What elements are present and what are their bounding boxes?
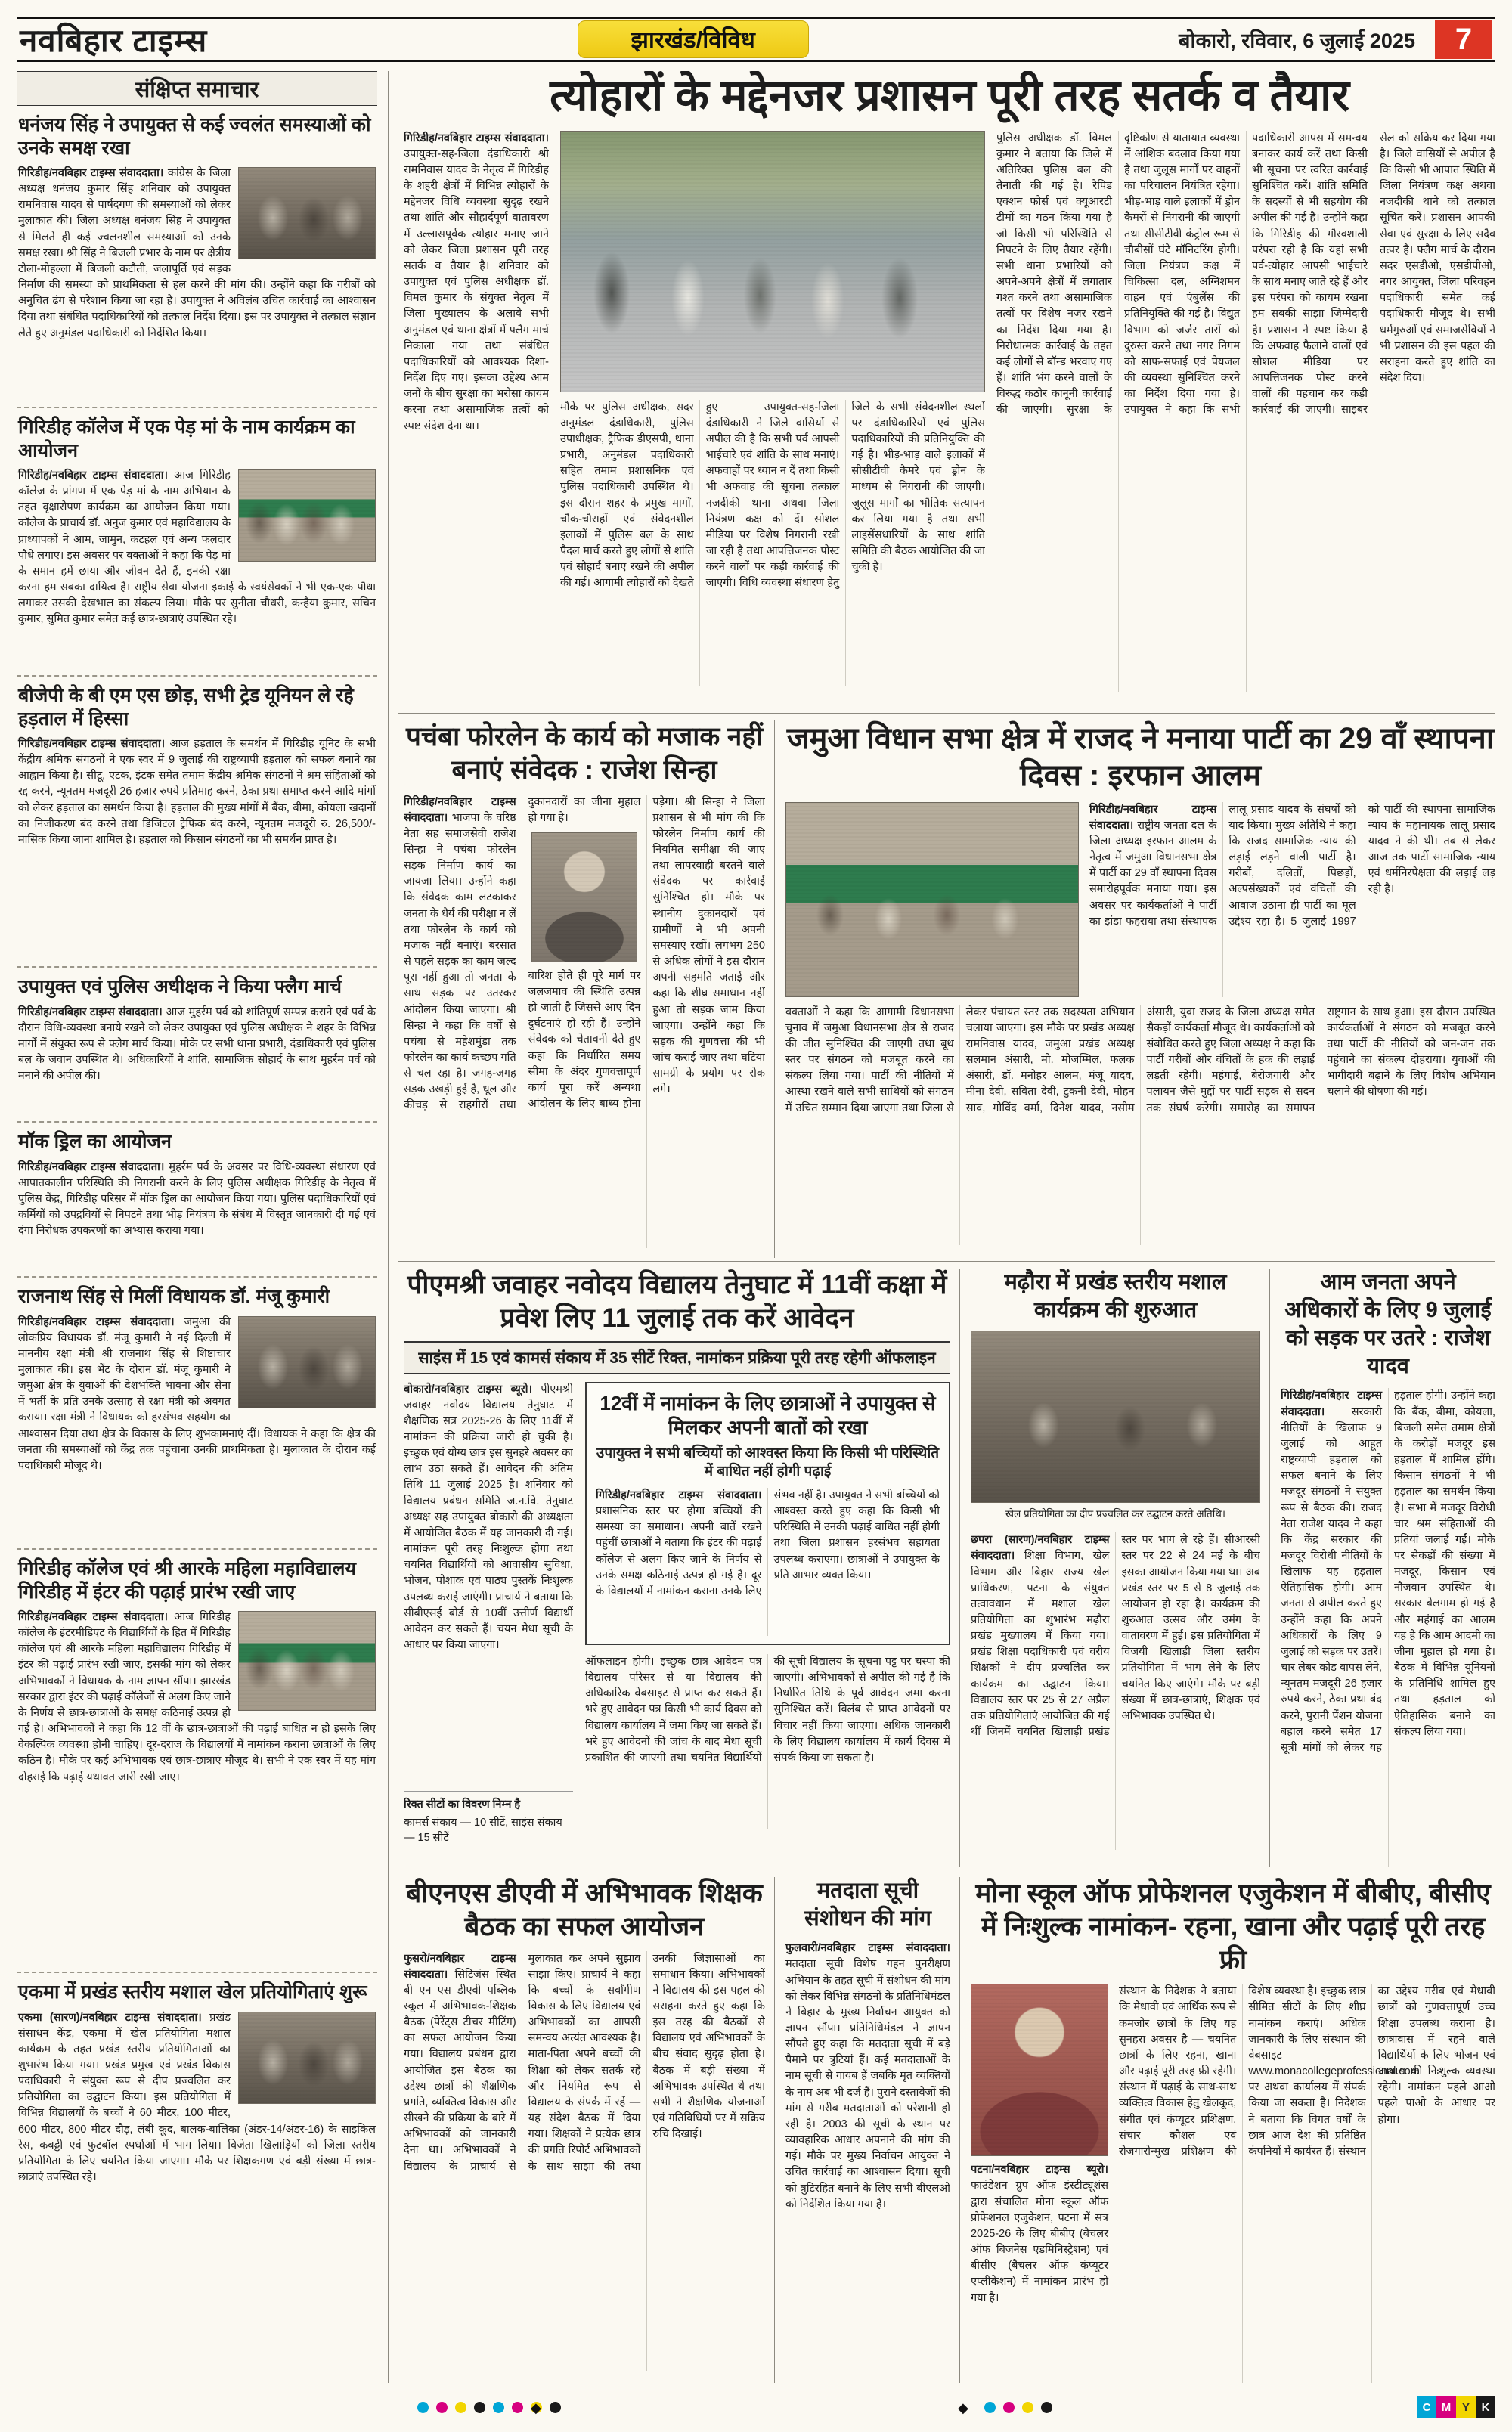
brief-dhananjay — [17, 106, 377, 408]
brief-photo — [238, 167, 376, 259]
pachamba-headline: पचंबा फोरलेन के कार्य को मजाक नहीं बनाएं संवेदक : राजेश सिन्हा — [405, 722, 763, 785]
brief-headline: मॉक ड्रिल का आयोजन — [18, 1131, 172, 1152]
mona-content — [971, 1984, 1495, 2383]
registration-diamond-icon: ◆ — [958, 2400, 968, 2415]
navodaya-body-a: पीएमश्री जवाहर नवोदय विद्यालय तेनुघाट में शैक्षणिक सत्र 2025-26 के लिए 11वीं में नामांकन की प्रक्रिया जारी हो चुकी है। इच्छुक एवं योग्य छात्र इस सुनहरे अवसर का लाभ उठा सकते हैं। आवेदन की अंतिम तिथि 11 जुलाई 2025 है। शनिवार को विद्यालय प्रबंधन समिति ज.न.वि. तेनुघाट अध्यक्ष सह उपायुक्त बोकारो की अध्यक्षता में आयोजित बैठक में यह जानकारी दी गई। नामांकन पूरी तरह निःशुल्क होगा तथा चयनित विद्यार्थियों को आवासीय सुविधा, भोजन, पोशाक एवं पाठ्य पुस्तकें निःशुल्क उपलब्ध कराई जाएंगी। प्राचार्य ने बताया कि सीबीएसई बोर्ड से 10वीं उत्तीर्ण विद्यार्थी आवेदन कर सकते हैं। चयन मेधा सूची के आधार पर किया जाएगा। — [404, 1383, 573, 1651]
flag-march-photo — [560, 131, 985, 392]
rights-body: सरकारी नीतियों के खिलाफ 9 जुलाई को आहूत राष्ट्रव्यापी हड़ताल को सफल बनाने के लिए मजदूर संगठनों ने संयुक्त रूप से बैठक की। राजद नेता राजेश यादव ने कहा कि केंद्र सरकार की मजदूर विरोधी नीतियों के खिलाफ यह हड़ताल ऐतिहासिक होगी। आम जनता से अपील करते हुए उन्होंने कहा कि अपने अधिकारों के लिए 9 जुलाई को सड़क पर उतरें। चार लेबर कोड वापस लेने, न्यूनतम मजदूरी 26 हजार रुपये करने, ठेका प्रथा बंद करने, पुरानी पेंशन योजना बहाल करने समेत 17 सूत्री मांगों को लेकर यह हड़ताल होगी। उन्होंने कहा कि बैंक, बीमा, कोयला, बिजली समेत तमाम क्षेत्रों के करोड़ों मजदूर इस हड़ताल में शामिल होंगे। किसान संगठनों ने भी हड़ताल का समर्थन किया है। सभा में मजदूर विरोधी चार श्रम संहिताओं की प्रतियां जलाई गईं। मौके पर सैकड़ों की संख्या में मजदूर, किसान एवं नौजवान उपस्थित थे। सरकार बेलगाम हो गई है और महंगाई का आलम यह है कि आम आदमी का जीना मुहाल हो गया है। बैठक में विभिन्न यूनियनों के प्रतिनिधि शामिल हुए तथा हड़ताल को ऐतिहासिक बनाने का संकल्प लिया गया। — [1281, 1389, 1495, 1754]
brief-body: आज मुहर्रम पर्व को शांतिपूर्ण सम्पन्न कराने एवं पर्व के दौरान विधि-व्यवस्था बनाये रखने को लेकर उपायुक्त एवं पुलिस अधीक्षक ने शहर के विभिन्न मार्गों में संयुक्त रूप से फ्लैग मार्च किया। मौके पर सभी थाना प्रभारी, दंडाधिकारी एवं पुलिस बल के जवान उपस्थित थे। अधिकारियों ने शांति, सामाजिक सौहार्द के साथ मुहर्रम पर्व को मनाने की अपील की। — [18, 1005, 376, 1083]
brief-ekma-mashal — [17, 1973, 377, 2366]
brief-body: मुहर्रम पर्व के अवसर पर विधि-व्यवस्था संधारण एवं आपातकालीन परिस्थिति की निगरानी करने के लिए पुलिस अधीक्षक गिरिडीह के नेतृत्व में पुलिस केंद्र, गिरिडीह परिसर में मॉक ड्रिल का आयोजन किया गया। पुलिस पदाधिकारियों एवं कर्मियों को उपद्रवियों से निपटने तथा भीड़ नियंत्रण के संबंध में विस्तृत जानकारी दी गई एवं दंगा निरोधक उपकरणों का अभ्यास कराया गया। — [18, 1160, 376, 1238]
brief-byline: गिरिडीह/नवबिहार टाइम्स संवाददाता। — [18, 1005, 163, 1018]
brief-body: आज गिरिडीह कॉलेज के प्रांगण में एक पेड़ मां के नाम अभियान के तहत वृक्षारोपण कार्यक्रम का आयोजन किया गया। कॉलेज के प्राचार्य डॉ. अनुज कुमार एवं महाविद्यालय के प्राध्यापकों ने आम, जामुन, कटहल एवं अन्य फलदार पौधे लगाए। इस अवसर पर वक्ताओं ने कहा कि पेड़ मां के समान हमें छाया और जीवन देते हैं, इनकी रक्षा करना हम सबका दायित्व है। राष्ट्रीय सेवा योजना इकाई के स्वयंसेवकों ने भी एक-एक पौधा लगाकर उसकी देखभाल का संकल्प लिया। मौके पर सुनीता चौधरी, कन्हैया कुमार, सचिन कुमार, सुमित कुमार समेत कई छात्र-छात्राएं उपस्थित रहे। — [18, 469, 376, 626]
main-body-c: पुलिस अधीक्षक डॉ. विमल कुमार ने बताया कि जिले में अतिरिक्त पुलिस बल की तैनाती की गई है। रैपिड एक्शन फोर्स एवं क्यूआरटी टीमों का गठन किया गया है जो किसी भी परिस्थिति से निपटने के लिए तैयार रहेंगी। सभी थाना प्रभारियों को अपने-अपने क्षेत्रों में लगातार गश्त करने तथा असामाजिक तत्वों पर विशेष नजर रखने का निर्देश दिया गया है। निरोधात्मक कार्रवाई के तहत कई लोगों से बॉन्ड भरवाए गए हैं। शांति भंग करने वालों के विरुद्ध कठोर कानूनी कार्रवाई की जाएगी। सुरक्षा के दृष्टिकोण से यातायात व्यवस्था में आंशिक बदलाव किया गया है तथा जुलूस मार्गों पर वाहनों का परिचालन नियंत्रित रहेगा। भीड़-भाड़ वाले इलाकों में ड्रोन कैमरों से निगरानी की जाएगी तथा सीसीटीवी कंट्रोल रूम से चौबीसों घंटे मॉनिटरिंग होगी। जिला नियंत्रण कक्ष में चिकित्सा दल, अग्निशमन वाहन एवं एंबुलेंस की प्रतिनियुक्ति की गई है। विद्युत विभाग को जर्जर तारों को दुरुस्त करने तथा नगर निगम को साफ-सफाई एवं पेयजल की व्यवस्था सुनिश्चित करने का निर्देश दिया गया है। उपायुक्त ने कहा कि सभी पदाधिकारी आपस में समन्वय बनाकर कार्य करें तथा किसी भी सूचना पर त्वरित कार्रवाई सुनिश्चित करें। शांति समिति के सदस्यों से भी सहयोग की अपील की गई है। उन्होंने कहा कि गिरिडीह की गौरवशाली परंपरा रही है कि यहां सभी पर्व-त्योहार आपसी भाईचारे के साथ मनाए जाते रहे हैं और इस परंपरा को कायम रखना हम सबकी साझा जिम्मेदारी है। प्रशासन ने स्पष्ट किया है कि अफवाह फैलाने वालों एवं सोशल मीडिया पर आपत्तिजनक पोस्ट करने वालों की पहचान कर कड़ी कार्रवाई की जाएगी। साइबर सेल को सक्रिय कर दिया गया है। जिले वासियों से अपील है कि किसी भी आपात स्थिति में जिला नियंत्रण कक्ष अथवा नजदीकी थाने को तत्काल सूचित करें। प्रशासन आपकी सेवा एवं सुरक्षा के लिए सदैव तत्पर है। फ्लैग मार्च के दौरान सदर एसडीओ, एसडीपीओ, नगर आयुक्त, जिला परिवहन पदाधिकारी समेत कई पदाधिकारी मौजूद थे। सभी धर्मगुरुओं एवं समाजसेवियों ने भी प्रशासन की इस पहल की सराहना करते हुए शांति का संदेश दिया। — [996, 132, 1495, 417]
brief-body: जमुआ की लोकप्रिय विधायक डॉ. मंजू कुमारी ने नई दिल्ली में माननीय रक्षा मंत्री श्री राजनाथ सिंह से शिष्टाचार मुलाकात की। इस भेंट के दौरान डॉ. मंजू कुमारी ने जमुआ क्षेत्र के युवाओं की देशभक्ति भावना और सेना में भर्ती के प्रति उनके उत्साह से रक्षा मंत्री को अवगत कराया। रक्षा मंत्री ने विधायक को हरसंभव सहयोग का आश्वासन दिया तथा क्षेत्र के विकास के लिए शुभकामनाएं दीं। विधायक ने कहा कि क्षेत्र की जनता की समस्याओं को केंद्र तक पहुंचाना उनकी प्राथमिकता है। मुलाकात के दौरान कई पदाधिकारी मौजूद थे। — [18, 1315, 376, 1472]
rights-byline: गिरिडीह/नवबिहार टाइम्स संवाददाता। — [1281, 1389, 1382, 1418]
header-right — [1179, 20, 1492, 59]
rights-headline: आम जनता अपने अधिकारों के लिए 9 जुलाई को सड़क पर उतरे : राजेश यादव — [1284, 1270, 1492, 1379]
brief-photo — [238, 2012, 376, 2104]
voter-body-wrap — [785, 1941, 950, 2364]
cmyk-color-bar — [1417, 2396, 1495, 2418]
jamua-headline: जमुआ विधान सभा क्षेत्र में राजद ने मनाया पार्टी का 29 वाँ स्थापना दिवस : इरफान आलम — [786, 722, 1495, 792]
cmyk-k: K — [1476, 2396, 1495, 2418]
jamua-body-a: राष्ट्रीय जनता दल के जिला अध्यक्ष इरफान आलम के नेतृत्व में जमुआ विधानसभा क्षेत्र में पार्टी का 29 वाँ स्थापना दिवस समारोहपूर्वक मनाया गया। इस अवसर पर कार्यकर्ताओं ने पार्टी का झंडा फहराया तथा संस्थापक लालू प्रसाद यादव के संघर्षों को याद किया। मुख्य अतिथि ने कहा कि राजद सामाजिक न्याय की लड़ाई लड़ने वाली पार्टी है। गरीबों, दलितों, पिछड़ों, अल्पसंख्यकों एवं वंचितों की आवाज उठाना ही पार्टी का मूल उद्देश्य रहा है। 5 जुलाई 1997 को पार्टी की स्थापना सामाजिक न्याय के महानायक लालू प्रसाद यादव ने की थी। तब से लेकर आज तक पार्टी सामाजिक न्याय एवं धर्मनिरपेक्षता की लड़ाई लड़ रही है। — [1089, 803, 1495, 928]
divider — [398, 713, 1495, 714]
director-portrait-photo — [971, 1984, 1108, 2156]
main-col-1 — [404, 131, 549, 692]
navodaya-col-1 — [404, 1382, 573, 1845]
rjd-foundation-day-photo — [785, 802, 1079, 997]
brief-hadtal — [17, 677, 377, 968]
briefs-title: संक्षिप्त समाचार — [17, 71, 377, 106]
brief-byline: गिरिडीह/नवबिहार टाइम्स संवाददाता। — [18, 469, 168, 482]
main-byline: गिरिडीह/नवबिहार टाइम्स संवाददाता। — [404, 132, 549, 144]
brief-byline: गिरिडीह/नवबिहार टाइम्स संवाददाता। — [18, 738, 166, 750]
mona-body-a: फाउंडेशन ग्रुप ऑफ इंस्टीट्यूशंस द्वारा संचालित मोना स्कूल ऑफ प्रोफेशनल एजुकेशन, पटना में सत्र 2025-26 के लिए बीबीए (बैचलर ऑफ बिजनेस एडमिनिस्ट्रेशन) एवं बीसीए (बैचलर ऑफ कंप्यूटर एप्लीकेशन) में नामांकन प्रारंभ हो गया है। — [971, 2180, 1108, 2304]
main-headline: त्योहारों के मद्देनजर प्रशासन पूरी तरह सतर्क व तैयार — [550, 71, 1349, 120]
mona-byline: पटना/नवबिहार टाइम्स ब्यूरो। — [971, 2164, 1108, 2176]
brief-byline: एकमा (सारण)/नवबिहार टाइम्स संवाददाता। — [18, 2011, 202, 2024]
bnsdav-body-wrap — [404, 1951, 765, 2371]
article-jamua-rjd — [774, 720, 1495, 1258]
rights-body-wrap — [1281, 1388, 1495, 1867]
box-body-wrap — [596, 1488, 940, 1636]
brief-headline: एकमा में प्रखंड स्तरीय मशाल खेल प्रतियोगिताएं शुरू — [18, 1981, 367, 2003]
article-festivals-security — [404, 71, 1495, 710]
press-marks — [17, 2396, 1495, 2421]
voter-headline: मतदाता सूची संशोधन की मांग — [804, 1879, 931, 1932]
navodaya-content — [404, 1382, 950, 1845]
pachamba-body-a: भाजपा के वरिष्ठ नेता सह समाजसेवी राजेश सिन्हा ने पचंबा फोरलेन सड़क निर्माण कार्य का जायजा लिया। उन्होंने कहा कि संवेदक काम लटकाकर जनता के धैर्य की परीक्षा न लें तथा फोरलेन के कार्य को मजाक नहीं बनाएं। बरसात से पहले सड़क का काम जल्द पूरा नहीं हुआ तो जनता के साथ सड़क पर उतरकर आंदोलन किया जाएगा। श्री सिन्हा ने कहा कि वर्षों से पचंबा से महेशमुंडा तक फोरलेन का कार्य कच्छप गति से चल रहा है। जगह-जगह सड़क उखड़ी हुई है, धूल और कीचड़ से राहगीरों तथा दुकानदारों का जीना मुहाल हो गया है। — [404, 795, 641, 1112]
brief-inter-padhai — [17, 1550, 377, 1973]
box-body: प्रशासनिक स्तर पर होगा बच्चियों की समस्या का समाधान। अपनी बातें रखने पहुंचीं छात्राओं ने बताया कि इंटर की पढ़ाई कॉलेज से अलग किए जाने के निर्णय से उनके समक्ष कठिनाई उत्पन्न हो गई है। दूर के विद्यालयों में नामांकन कराना उनके लिए संभव नहीं है। उपायुक्त ने सभी बच्चियों को आश्वस्त करते हुए कहा कि किसी भी परिस्थिति में उनकी पढ़ाई बाधित नहीं होगी तथा जिला प्रशासन हरसंभव सहायता उपलब्ध कराएगा। छात्राओं ने उपायुक्त के प्रति आभार व्यक्त किया। — [596, 1489, 940, 1597]
brief-headline: गिरिडीह कॉलेज एवं श्री आरके महिला महाविद्यालय गिरिडीह में इंटर की पढ़ाई प्रारंभ रखी जाए — [18, 1558, 356, 1603]
navodaya-highlight-box — [585, 1382, 950, 1645]
navodaya-subhead: साइंस में 15 एवं कामर्स संकाय में 35 सीटें रिक्त, नामांकन प्रक्रिया पूरी तरह रहेगी ऑफलाइन — [404, 1341, 950, 1374]
madhaura-body-wrap — [971, 1532, 1260, 1850]
main-body-a: उपायुक्त-सह-जिला दंडाधिकारी श्री रामनिवास यादव के नेतृत्व में गिरिडीह के शहरी क्षेत्रों में विभिन्न त्योहारों के मद्देनजर विधि व्यवस्था सुदृढ़ रखने तथा शांति और सौहार्दपूर्ण वातावरण में उल्लासपूर्वक त्योहार मनाए जाने को लेकर जिला प्रशासन पूरी तरह सतर्क व तैयार है। शनिवार को उपायुक्त एवं पुलिस अधीक्षक डॉ. विमल कुमार के संयुक्त नेतृत्व में जिला मुख्यालय के अलावे सभी अनुमंडल एवं थाना क्षेत्रों में फ्लैग मार्च निकाला गया तथा संबंधित पदाधिकारियों को आवश्यक दिशा-निर्देश दिए गए। इसका उद्देश्य आम जनों के बीच सुरक्षा का भरोसा कायम करना तथा असामाजिक तत्वों को स्पष्ट संदेश देना था। — [404, 147, 549, 432]
brief-headline: राजनाथ सिंह से मिलीं विधायक डॉ. मंजू कुमारी — [18, 1286, 330, 1307]
brief-byline: गिरिडीह/नवबिहार टाइम्स संवाददाता। — [18, 1315, 175, 1328]
article-strike-rights — [1269, 1269, 1495, 1867]
pachamba-byline: गिरिडीह/नवबिहार टाइम्स संवाददाता। — [404, 795, 516, 824]
mona-col-1 — [971, 1984, 1108, 2383]
briefs-rail — [17, 71, 389, 2383]
brief-headline: बीजेपी के बी एम एस छोड़, सभी ट्रेड यूनियन ले रहे हड़ताल में हिस्सा — [18, 685, 354, 730]
mona-body-b: संस्थान के निदेशक ने बताया कि मेधावी एवं आर्थिक रूप से कमजोर छात्रों के लिए यह सुनहरा अवसर है — चयनित छात्रों के लिए रहना, खाना और पढ़ाई पूरी तरह फ्री रहेगी। संस्थान में पढ़ाई के साथ-साथ व्यक्तित्व विकास हेतु खेलकूद, संगीत एवं कंप्यूटर प्रशिक्षण, संचार कौशल एवं रोजगारोन्मुख प्रशिक्षण की विशेष व्यवस्था है। इच्छुक छात्र सीमित सीटों के लिए शीघ्र नामांकन कराएं। अधिक जानकारी के लिए संस्थान की वेबसाइट www.monacollegeprofessional.com पर अथवा कार्यालय में संपर्क किया जा सकता है। निदेशक ने बताया कि विगत वर्षों के छात्र आज देश की प्रतिष्ठित कंपनियों में कार्यरत हैं। संस्थान का उद्देश्य गरीब एवं मेधावी छात्रों को गुणवत्तापूर्ण उच्च शिक्षा उपलब्ध कराना है। छात्रावास में रहने वाले विद्यार्थियों के लिए भोजन एवं आवास की निःशुल्क व्यवस्था रहेगी। नामांकन पहले आओ पहले पाओ के आधार पर होगा। — [1119, 1985, 1495, 2158]
brief-mock-drill — [17, 1123, 377, 1278]
divider — [398, 1261, 1495, 1262]
brief-photo — [238, 1611, 376, 1711]
cmyk-y: Y — [1456, 2396, 1476, 2418]
section-banner: झारखंड/विविध — [578, 20, 809, 58]
box-byline: गिरिडीह/नवबिहार टाइम्स संवाददाता। — [596, 1489, 762, 1501]
cmyk-c: C — [1417, 2396, 1436, 2418]
page-header — [17, 17, 1495, 62]
article-voter-list — [774, 1877, 950, 2383]
navodaya-byline: बोकारो/नवबिहार टाइम्स ब्यूरो। — [404, 1383, 532, 1396]
pachamba-body — [404, 795, 765, 1248]
box-headline: 12वीं में नामांकन के लिए छात्राओं ने उपायुक्त से मिलकर अपनी बातों को रखा — [600, 1391, 936, 1439]
brief-body: प्रखंड संसाधन केंद्र, एकमा में खेल प्रतियोगिता मशाल कार्यक्रम के तहत प्रखंड स्तरीय प्रतियोगिताओं का शुभारंभ किया गया। प्रखंड प्रमुख एवं प्रखंड विकास पदाधिकारी ने संयुक्त रूप से दीप प्रज्वलित कर प्रतियोगिता का उद्घाटन किया। इस प्रतियोगिता में विभिन्न विद्यालयों के बच्चों ने 60 मीटर, 100 मीटर, 600 मीटर, 800 मीटर दौड़, लंबी कूद, बालक-बालिका (अंडर-14/अंडर-16) के साइकिल रेस, कबड्डी एवं फुटबॉल स्पर्धाओं में भाग लिया। विजेता खिलाड़ियों को जिला स्तरीय प्रतियोगिता के लिए चयनित किया जाएगा। मौके पर शिक्षकगण एवं बड़ी संख्या में छात्र-छात्राएं उपस्थित रहे। — [18, 2011, 376, 2184]
brief-body: आज गिरिडीह कॉलेज के इंटरमीडिएट के विद्यार्थियों के हित में गिरिडीह कॉलेज एवं श्री आरके महिला महाविद्यालय गिरिडीह में इंटर की पढ़ाई प्रारंभ रखी जाए, इसकी मांग को लेकर अभिभावकों ने विधायक के नाम ज्ञापन सौंपा। झारखंड सरकार द्वारा इंटर की पढ़ाई कॉलेजों से अलग किए जाने के निर्णय से छात्र-छात्राओं के समक्ष कठिनाई उत्पन्न हो गई है। अभिभावकों ने कहा कि 12 वीं के छात्र-छात्राओं की पढ़ाई बाधित न हो इसके लिए वैकल्पिक व्यवस्था होनी चाहिए। दूर-दराज के विद्यालयों में नामांकन कराना छात्राओं के लिए कठिन है। मौके पर कई अभिभावक एवं छात्र-छात्राएं मौजूद थे। सभी ने एक स्वर में यह मांग दोहराई कि पढ़ाई यथावत जारी रखी जाए। — [18, 1611, 376, 1783]
masthead: नवबिहार टाइम्स — [20, 22, 208, 58]
mashal-inauguration-photo — [971, 1331, 1260, 1503]
navodaya-right — [585, 1382, 950, 1845]
article-navodaya-admission — [404, 1269, 950, 1867]
seats-title: रिक्त सीटों का विवरण निम्न है — [404, 1798, 521, 1811]
navodaya-headline: पीएमश्री जवाहर नवोदय विद्यालय तेनुघाट में 11वीं कक्षा में प्रवेश लिए 11 जुलाई तक करें आवेदन — [407, 1270, 947, 1333]
brief-byline: गिरिडीह/नवबिहार टाइम्स संवाददाता। — [18, 167, 164, 179]
main-middle — [560, 131, 985, 692]
brief-byline: गिरिडीह/नवबिहार टाइम्स संवाददाता। — [18, 1160, 165, 1173]
jamua-body-b: वक्ताओं ने कहा कि आगामी विधानसभा चुनाव में जमुआ विधानसभा क्षेत्र से राजद की जीत सुनिश्चित की जाएगी तथा बूथ स्तर पर संगठन को मजबूत करने का संकल्प लिया गया। पार्टी की नीतियों में आस्था रखने वाले सभी साथियों को संगठन में उचित सम्मान दिया जाएगा तथा जिला से लेकर पंचायत स्तर तक सदस्यता अभियान चलाया जाएगा। इस मौके पर प्रखंड अध्यक्ष रामनिवास यादव, जमुआ प्रखंड अध्यक्ष सलमान अंसारी, मो. मोजम्मिल, फलक अंसारी, डॉ. मनोहर आलम, मंजू यादव, मीना देवी, सविता देवी, टुकनी देवी, मोहन साव, गोविंद वर्मा, दिनेश यादव, नसीम अंसारी, युवा राजद के जिला अध्यक्ष समेत सैकड़ों कार्यकर्ता मौजूद थे। कार्यकर्ताओं को संबोधित करते हुए जिला अध्यक्ष ने कहा कि पार्टी गरीबों और वंचितों के हक की लड़ाई लड़ती रहेगी। महंगाई, बेरोजगारी और पलायन जैसे मुद्दों पर पार्टी सड़क से सदन तक संघर्ष करेगी। समारोह का समापन राष्ट्रगान के साथ हुआ। इस दौरान उपस्थित कार्यकर्ताओं ने संगठन को मजबूत करने तथा पार्टी की नीतियों को जन-जन तक पहुंचाने का संकल्प दोहराया। युवाओं की भागीदारी बढ़ाने के लिए विशेष अभियान चलाने की घोषणा की गई। — [785, 1005, 1495, 1114]
rajesh-sinha-photo — [531, 832, 637, 962]
seats-line: कामर्स संकाय — 10 सीटें, साइंस संकाय — 15 सीटें — [404, 1816, 562, 1844]
brief-photo — [238, 469, 376, 562]
madhaura-body: शिक्षा विभाग, खेल विभाग और बिहार राज्य खेल प्राधिकरण, पटना के संयुक्त तत्वावधान में मशाल खेल प्रतियोगिता का शुभारंभ मढ़ौरा प्रखंड मुख्यालय में किया गया। प्रखंड शिक्षा पदाधिकारी एवं वरीय शिक्षकों ने दीप प्रज्वलित कर कार्यक्रम का उद्घाटन किया। विद्यालय स्तर पर 25 से 27 अप्रैल तक प्रतियोगिताएं आयोजित की गई थीं जिनमें चयनित खिलाड़ी प्रखंड स्तर पर भाग ले रहे हैं। सीआरसी स्तर पर 22 से 24 मई के बीच इसका आयोजन किया गया था। अब प्रखंड स्तर पर 5 से 8 जुलाई तक आयोजन हो रहा है। कार्यक्रम की शुरुआत उत्सव और उमंग के वातावरण में हुई। इस प्रतियोगिता में विजयी खिलाड़ी जिला स्तरीय प्रतियोगिता में भाग लेने के लिए चयनित किए जाएंगे। मौके पर बड़ी संख्या में छात्र-छात्राएं, शिक्षक एवं अभिभावक उपस्थित थे। — [971, 1534, 1260, 1739]
brief-rajnath — [17, 1278, 377, 1550]
brief-headline: धनंजय सिंह ने उपायुक्त से कई ज्वलंत समस्याओं को उनके समक्ष रखा — [18, 114, 371, 159]
brief-headline: गिरिडीह कॉलेज में एक पेड़ मां के नाम कार्यक्रम का आयोजन — [18, 417, 355, 461]
jamua-top — [785, 802, 1495, 997]
article-madhaura-mashal — [959, 1269, 1260, 1867]
madhaura-headline: मढ़ौरा में प्रखंड स्तरीय मशाल कार्यक्रम की शुरुआत — [1004, 1270, 1227, 1323]
brief-ek-ped — [17, 408, 377, 677]
navodaya-seats — [404, 1791, 573, 1845]
article-pachamba-fourlane — [404, 720, 765, 1258]
bnsdav-byline: फुसरो/नवबिहार टाइम्स संवाददाता। — [404, 1952, 516, 1981]
cmyk-m: M — [1436, 2396, 1456, 2418]
bnsdav-body: सिटिजंस स्थित बी एन एस डीएवी पब्लिक स्कूल में अभिभावक-शिक्षक बैठक (पेरेंट्स टीचर मीटिंग) का सफल आयोजन किया गया। विद्यालय प्रबंधन द्वारा आयोजित इस बैठक का उद्देश्य छात्रों की शैक्षणिक प्रगति, व्यक्तित्व विकास और सीखने की प्रक्रिया के बारे में अभिभावकों को जानकारी देना था। अभिभावकों ने विद्यालय के प्राचार्य से मुलाकात कर अपने सुझाव साझा किए। प्राचार्य ने कहा कि बच्चों के सर्वांगीण विकास के लिए विद्यालय एवं अभिभावकों का आपसी समन्वय अत्यंत आवश्यक है। माता-पिता अपने बच्चों की शिक्षा को लेकर सतर्क रहें और नियमित रूप से विद्यालय के संपर्क में रहें — यह संदेश बैठक में दिया गया। शिक्षकों ने प्रत्येक छात्र की प्रगति रिपोर्ट अभिभावकों के साथ साझा की तथा उनकी जिज्ञासाओं का समाधान किया। अभिभावकों ने विद्यालय की इस पहल की सराहना करते हुए कहा कि इस तरह की बैठकों से विद्यालय एवं अभिभावकों के बीच संवाद सुदृढ़ होता है। बैठक में बड़ी संख्या में अभिभावक उपस्थित थे तथा सभी ने शैक्षणिक योजनाओं एवं गतिविधियों पर में सक्रिय रुचि दिखाई। — [404, 1952, 765, 2173]
brief-photo — [238, 1316, 376, 1408]
bnsdav-headline: बीएनएस डीएवी में अभिभावक शिक्षक बैठक का सफल आयोजन — [406, 1879, 763, 1941]
article-bnsdav-ptm — [404, 1877, 765, 2383]
page-number: 7 — [1435, 20, 1492, 59]
pachamba-body-b: बारिश होते ही पूरे मार्ग पर जलजमाव की स्थिति उत्पन्न हो जाती है जिससे आए दिन दुर्घटनाएं हो रही हैं। उन्होंने संवेदक को चेतावनी देते हुए कहा कि निर्धारित समय सीमा के अंदर गुणवत्तापूर्ण कार्य पूरा करें अन्यथा आंदोलन के लिए बाध्य होना पड़ेगा। श्री सिन्हा ने जिला प्रशासन से भी मांग की कि फोरलेन निर्माण कार्य की नियमित समीक्षा की जाए तथा लापरवाही बरतने वाले संवेदक पर कार्रवाई सुनिश्चित हो। मौके पर स्थानीय दुकानदारों एवं ग्रामीणों ने भी अपनी समस्याएं रखीं। लगभग 250 से अधिक लोगों ने इस दौरान अपनी सहमति जताई और कहा कि शीघ्र समाधान नहीं हुआ तो सड़क जाम किया जाएगा। उन्होंने कहा कि सड़क की गुणवत्ता की भी जांच कराई जाए तथा घटिया सामग्री के प्रयोग पर रोक लगे। — [528, 795, 765, 1111]
brief-flag-march — [17, 968, 377, 1123]
madhaura-byline: छपरा (सारण)/नवबिहार टाइम्स संवाददाता। — [971, 1534, 1110, 1563]
brief-body: कांग्रेस के जिला अध्यक्ष धनंजय कुमार सिंह शनिवार को उपायुक्त रामनिवास यादव से पार्षदगण की समस्याओं को लेकर मुलाकात की। जिला अध्यक्ष धनंजय सिंह ने उपायुक्त से मिलते ही कई ज्वलनशील समस्याओं को उनके समक्ष रखा। श्री सिंह ने बिजली प्रभार के नाम पर क्षेत्रीय टोला-मोहल्ला में बिजली कटौती, जलापूर्ति एवं सड़क निर्माण की समस्या को प्राथमिकता से हल करने की मांग की। उन्होंने कहा कि गरीबों को अनुचित ढंग से परेशान किया जा रहा है। उपायुक्त ने अविलंब उचित कार्रवाई का आश्वासन दिया तथा संबंधित पदाधिकारियों को तत्काल निर्देश दिया। इस पर उपायुक्त ने तत्काल संज्ञान लेते हुए अनुमंडल पदाधिकारी को निर्देशित किया। — [18, 167, 376, 339]
mona-headline: मोना स्कूल ऑफ प्रोफेशनल एजुकेशन में बीबीए, बीसीए में निःशुल्क नामांकन- रहना, खाना और पढ़ाई पूरी तरह फ्री — [975, 1879, 1491, 1975]
main-article-body — [404, 131, 1495, 692]
article-mona-school — [959, 1877, 1495, 2383]
dateline: बोकारो, रविवार, 6 जुलाई 2025 — [1179, 29, 1415, 52]
main-body-b: मौके पर पुलिस अधीक्षक, सदर अनुमंडल दंडाधिकारी, पुलिस उपाधीक्षक, ट्रैफिक डीएसपी, थाना प्रभारी, अनुमंडल पदाधिकारी सहित तमाम प्रशासनिक एवं पुलिस पदाधिकारी उपस्थित थे। इस दौरान शहर के प्रमुख मार्गों, चौक-चौराहों एवं संवेदनशील इलाकों में पुलिस बल के साथ पैदल मार्च करते हुए लोगों से शांति एवं सौहार्द बनाए रखने की अपील की गई। आगामी त्योहारों को देखते हुए उपायुक्त-सह-जिला दंडाधिकारी ने जिले वासियों से अपील की है कि सभी पर्व आपसी भाईचारे एवं शांति के साथ मनाएं। अफवाहों पर ध्यान न दें तथा किसी भी अफवाह की सूचना तत्काल नजदीकी थाना अथवा जिला नियंत्रण कक्ष को दें। सोशल मीडिया पर विशेष निगरानी रखी जा रही है तथा आपत्तिजनक पोस्ट करने वालों पर कड़ी कार्रवाई की जाएगी। विधि व्यवस्था संधारण हेतु जिले के सभी संवेदनशील स्थलों पर दंडाधिकारियों एवं पुलिस पदाधिकारियों की प्रतिनियुक्ति की गई है। भीड़-भाड़ वाले इलाकों में सीसीटीवी कैमरे एवं ड्रोन के माध्यम से निगरानी की जाएगी। जुलूस मार्गों का भौतिक सत्यापन कर लिया गया है तथा सभी लाइसेंसधारियों के साथ शांति समिति की बैठक आयोजित की जा चुकी है। — [560, 401, 985, 590]
box-subhead: उपायुक्त ने सभी बच्चियों को आश्वस्त किया कि किसी भी परिस्थिति में बाधित नहीं होगी पढ़ाई — [596, 1445, 940, 1480]
registration-dots-center — [984, 2402, 1052, 2413]
brief-headline: उपायुक्त एवं पुलिस अधीक्षक ने किया फ्लैग मार्च — [18, 976, 342, 997]
brief-byline: गिरिडीह/नवबिहार टाइम्स संवाददाता। — [18, 1611, 168, 1623]
brief-body: आज हड़ताल के समर्थन में गिरिडीह यूनिट के सभी केंद्रीय श्रमिक संगठनों ने एक स्वर में 9 जुलाई की राष्ट्रव्यापी हड़ताल को सफल बनाने का आह्वान किया है। सीटू, एटक, इंटक समेत तमाम केंद्रीय श्रमिक संगठनों ने श्रम संहिताओं को रद्द करने, न्यूनतम मजदूरी 26 हजार रुपये प्रतिमाह करने, ठेका प्रथा समाप्त करने आदि मांगों को लेकर हड़ताल का समर्थन किया है। हड़ताल की मुख्य मांगों में बैंक, बीमा, कोयला खदानों का निजीकरण बंद करने तथा डिजिटल ट्रैफिक बंद करने, न्यूनतम मजदूरी रु. 26,500/- मासिक किया जाना शामिल है। हड़ताल को किसान संगठनों का भी समर्थन प्राप्त है। — [18, 738, 376, 846]
registration-diamond-icon: ◆ — [531, 2400, 541, 2415]
page-content — [17, 71, 1495, 2383]
voter-byline: फुलवारी/नवबिहार टाइम्स संवाददाता। — [785, 1942, 950, 1955]
navodaya-body-b: ऑफलाइन होगी। इच्छुक छात्र आवेदन पत्र विद्यालय परिसर से या विद्यालय की अधिकारिक वेबसाइट से प्राप्त कर सकते हैं। भरे हुए आवेदन पत्र किसी भी कार्य दिवस को विद्यालय कार्यालय में जमा किए जा सकते हैं। भरे हुए आवेदनों की जांच के बाद मेधा सूची प्रकाशित की जाएगी तथा चयनित विद्यार्थियों की सूची विद्यालय के सूचना पट्ट पर चस्पा की जाएगी। अभिभावकों से अपील की गई है कि निर्धारित तिथि के पूर्व आवेदन जमा करना सुनिश्चित करें। विलंब से प्राप्त आवेदनों पर विचार नहीं किया जाएगा। अधिक जानकारी के लिए विद्यालय कार्यालय में कार्य दिवस में संपर्क किया जा सकता है। — [585, 1655, 950, 1764]
jamua-byline: गिरिडीह/नवबिहार टाइम्स संवाददाता। — [1089, 803, 1217, 832]
mashal-photo-caption: खेल प्रतियोगिता का दीप प्रज्वलित कर उद्घाटन करते अतिथि। — [971, 1503, 1260, 1526]
voter-body: मतदाता सूची विशेष गहन पुनरीक्षण अभियान के तहत सूची में संशोधन की मांग को लेकर विभिन्न संगठनों के प्रतिनिधिमंडल ने बिहार के मुख्य निर्वाचन आयुक्त को ज्ञापन सौंपा। प्रतिनिधिमंडल ने ज्ञापन सौंपते हुए कहा कि मतदाता सूची में बड़े पैमाने पर त्रुटियां हैं। कई मतदाताओं के नाम सूची से गायब हैं जबकि मृत व्यक्तियों के नाम अब भी दर्ज हैं। पुराने दस्तावेजों की मांग से गरीब मतदाताओं को परेशानी हो रही है। 2003 की सूची के स्थान पर व्यावहारिक आधार अपनाने की मांग की गई। मौके पर मुख्य निर्वाचन आयुक्त ने उचित कार्रवाई का आश्वासन दिया। सूची को त्रुटिरहित बनाने के लिए सभी बीएलओ को निर्देशित किया गया है। — [785, 1958, 950, 2210]
jamua-body-a-wrap — [1089, 802, 1495, 997]
